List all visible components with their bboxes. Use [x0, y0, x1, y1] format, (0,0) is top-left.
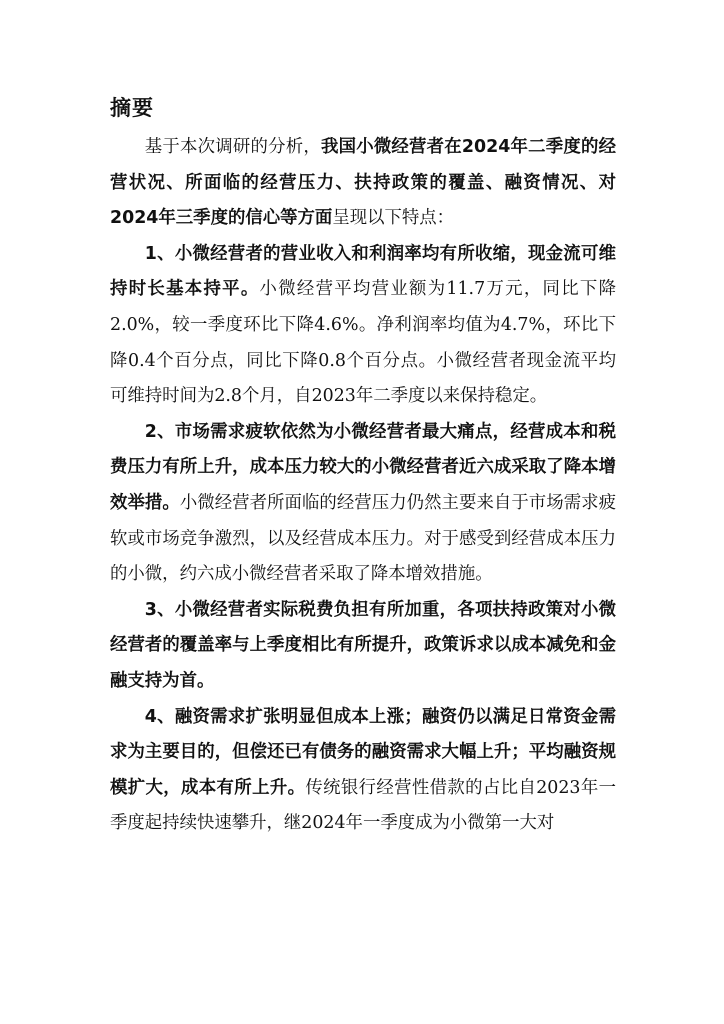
point-1-heading: 1、小微经营者的营业收入和利润率均有所收缩，现金流可维持时长基本持平。 — [110, 243, 616, 300]
intro-lead: 基于本次调研的分析， — [144, 137, 321, 157]
point-4-paragraph — [110, 700, 616, 842]
point-3-heading: 3、小微经营者实际税费负担有所加重，各项扶持政策对小微经营者的覆盖率与上季度相比有所提升，政策诉求以成本减免和金融支持为首。 — [110, 599, 616, 691]
point-4-text: 传统银行经营性借款的占比自2023年一季度起持续快速攀升，继2024年一季度成为小微第一大对 — [110, 777, 616, 834]
intro-text: 呈现以下特点： — [332, 208, 455, 229]
abstract-body — [110, 130, 616, 842]
point-2-text: 小微经营者所面临的经营压力仍然主要来自于市场需求疲软或市场竞争激烈，以及经营成本压力。对于感受到经营成本压力的小微，约六成小微经营者采取了降本增效措施。 — [110, 492, 616, 585]
point-2-paragraph — [110, 415, 616, 593]
intro-bold: 我国小微经营者在2024年二季度的经营状况、所面临的经营压力、扶持政策的覆盖、融资情况、对2024年三季度的信心等方面 — [110, 137, 616, 229]
point-2-heading: 2、市场需求疲软依然为小微经营者最大痛点，经营成本和税费压力有所上升，成本压力较大的小微经营者近六成采取了降本增效举措。 — [110, 421, 616, 513]
point-3-paragraph — [110, 593, 616, 700]
intro-paragraph — [110, 130, 616, 237]
point-4-heading: 4、融资需求扩张明显但成本上涨；融资仍以满足日常资金需求为主要目的，但偿还已有债务的融资需求大幅上升；平均融资规模扩大，成本有所上升。 — [110, 706, 616, 798]
section-title: 摘要 — [110, 96, 154, 120]
point-1-paragraph — [110, 237, 616, 415]
point-1-text: 小微经营平均营业额为11.7万元，同比下降2.0%，较一季度环比下降4.6%。净利润率均值为4.7%，环比下降0.4个百分点，同比下降0.8个百分点。小微经营者现金流平均可维持时间为2.8个月，自2023年二季度以来保持稳定。 — [110, 279, 616, 407]
